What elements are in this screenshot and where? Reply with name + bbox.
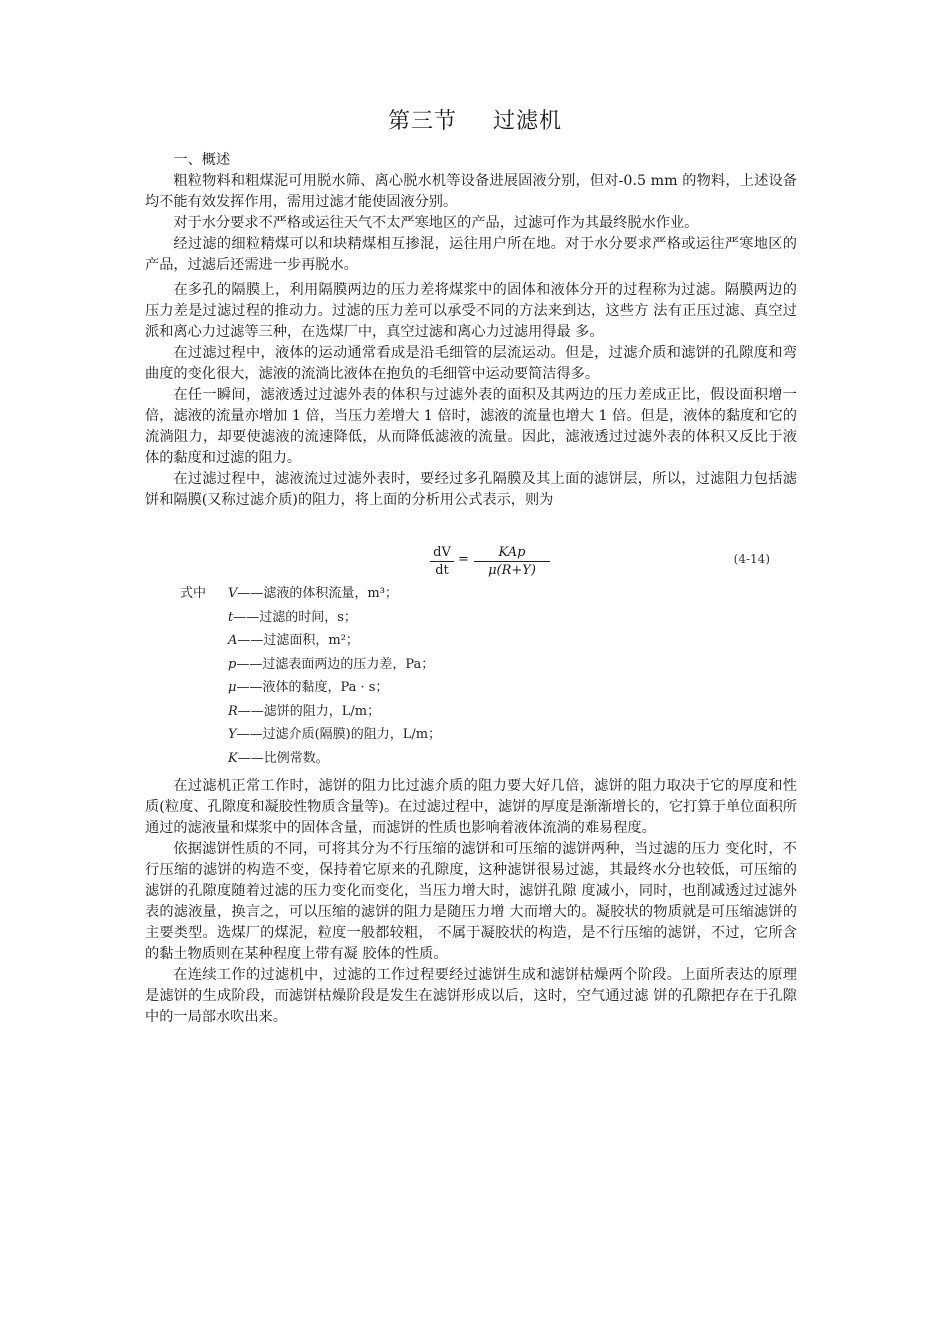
paragraph: 在过滤机正常工作时，滤饼的阻力比过滤介质的阻力要大好几倍，滤饼的阻力取决于它的厚度和性质(粒度、孔隙度和凝胶性物质含量等)。在过滤过程中，滤饼的厚度是渐渐增长的，它打算于单位面积所通过的滤液量和煤浆中的固体含量，而滤饼的性质也影响着液体流淌的难易程度。 <box>145 778 797 836</box>
paragraph: 粗粒物料和粗煤泥可用脱水筛、离心脱水机等设备进展固液分别，但对-0.5 mm 的物料，上述设备均不能有效发挥作用，需用过滤才能使固液分别。 <box>145 173 797 210</box>
section-title <box>0 104 950 135</box>
formula-rhs-denominator: μ(R+Y) <box>488 563 536 578</box>
symbol-definitions <box>180 582 600 770</box>
paragraph: 在连续工作的过滤机中，过滤的工作过程要经过滤饼生成和滤饼枯燥两个阶段。上面所表达的原理是滤饼的生成阶段，而滤饼枯燥阶段是发生在滤饼形成以后，这时，空气通过滤 饼的孔隙把存在于孔隙中的一局部水吹出来。 <box>145 967 797 1025</box>
formula-rhs-numerator: KAp <box>498 545 526 560</box>
definition-text: ——液体的黏度，Pa · s； <box>236 680 389 695</box>
body-top <box>145 150 797 511</box>
paragraph: 在多孔的隔膜上，利用隔膜两边的压力差将煤浆中的固体和液体分开的过程称为过滤。隔膜两边的压力差是过滤过程的推动力。过滤的压力差可以承受不同的方法来到达，这些方 法有正压过滤、真空过派和离心力过滤等三种，在选煤厂中，真空过滤和离心力过滤用得最 多。 <box>145 282 797 340</box>
definition-row <box>180 629 600 653</box>
definition-row <box>180 700 600 724</box>
definition-row <box>180 606 600 630</box>
definition-symbol: V <box>228 586 238 601</box>
definition-text: ——过滤的时间，s； <box>233 609 357 625</box>
paragraph: 在过滤过程中，液体的运动通常看成是沿毛细管的层流运动。但是，过滤介质和滤饼的孔隙度和弯曲度的变化很大，滤液的流淌比液体在抱负的毛细管中运动要简洁得多。 <box>145 345 797 382</box>
definition-text: ——滤饼的阻力，L/m； <box>237 703 381 719</box>
definition-row <box>180 723 600 747</box>
definition-text: ——比例常数。 <box>237 750 329 766</box>
definition-symbol: K <box>228 750 238 766</box>
definition-row <box>180 653 600 677</box>
definition-symbol: μ <box>228 680 237 695</box>
definition-text: ——滤液的体积流量，m³； <box>237 586 398 601</box>
definition-text: ——过滤介质(隔膜)的阻力，L/m； <box>236 727 442 742</box>
definition-text: ——过滤表面两边的压力差，Pa； <box>236 656 435 672</box>
definition-symbol: A <box>228 633 238 648</box>
definition-symbol: R <box>228 703 238 719</box>
formula-4-14 <box>430 544 790 584</box>
definition-row <box>180 747 600 771</box>
definition-row <box>180 582 600 606</box>
section-name: 过滤机 <box>493 109 563 134</box>
paragraph: 对于水分要求不严格或运往天气不太严寒地区的产品，过滤可作为其最终脱水作业。 <box>173 215 699 231</box>
definitions-lead: 式中 <box>180 586 207 601</box>
body-bottom <box>145 776 797 1028</box>
section-number: 第三节 <box>387 109 457 134</box>
paragraph: 在任一瞬间，滤液透过过滤外表的体积与过滤外表的面积及其两边的压力差成正比，假设面积增一倍，滤液的流量亦增加 1 倍，当压力差增大 1 倍时，滤液的流量也增大 1 倍。但是，液体的黏度和它的流淌阻力，却要使滤液的流速降低，从而降低滤液的流量。因此，滤液透过过滤外表的体积又反比于液体的黏度和过滤的阻力。 <box>145 387 797 466</box>
definition-row <box>180 676 600 700</box>
formula-lhs-numerator: dV <box>433 545 451 560</box>
definition-symbol: p <box>228 656 237 672</box>
formula-number: (4-14) <box>733 552 770 566</box>
definition-text: ——过滤面积，m²； <box>237 633 359 648</box>
formula-lhs-denominator: dt <box>435 563 449 578</box>
paragraph: 在过滤过程中，滤液流过过滤外表时，要经过多孔隔膜及其上面的滤饼层，所以，过滤阻力包括滤饼和隔膜(又称过滤介质)的阻力，将上面的分析用公式表示，则为 <box>145 471 797 508</box>
paragraph: 依据滤饼性质的不同，可将其分为不行压缩的滤饼和可压缩的滤饼两种，当过滤的压力 变化时，不行压缩的滤饼的构造不变，保持着它原来的孔隙度，这种滤饼很易过滤，其最终水分也较低，可压缩的滤饼的孔隙度随着过滤的压力变化而变化，当压力增大时，滤饼孔隙 度减小，同时，也削减透过过滤外表的滤液量，换言之，可以压缩的滤饼的阻力是随压力增 大而增大的。凝胶状的物质就是可压缩滤饼的主要类型。选煤厂的煤泥，粒度一般都较粗， 不属于凝胶状的构造，是不行压缩的滤饼，不过，它所含的黏土物质则在某种程度上带有凝 胶体的性质。 <box>145 841 797 962</box>
definition-symbol: t <box>228 609 234 625</box>
definition-symbol: Y <box>228 727 237 742</box>
paragraph: 经过滤的细粒精煤可以和块精煤相互掺混，运往用户所在地。对于水分要求严格或运往严寒地区的产品，过滤后还需进一步再脱水。 <box>145 236 797 273</box>
heading-overview: 一、概述 <box>173 152 231 168</box>
formula-equals: = <box>458 552 469 567</box>
